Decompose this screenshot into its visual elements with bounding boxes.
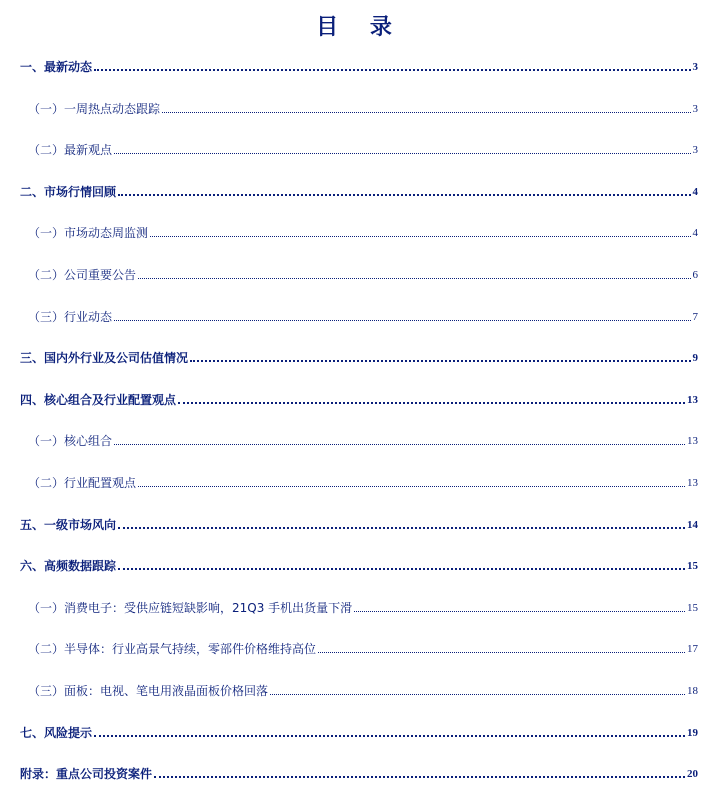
toc-page-number: 15 [687,560,698,573]
toc-entry-label: （三）行业动态 [28,309,113,324]
toc-dot-leader [354,611,685,612]
toc-title: 目 录 [316,15,404,40]
toc-entry-label: （二）行业配置观点 [28,476,137,490]
toc-page-number: 7 [692,310,698,323]
toc-dot-leader [118,568,685,570]
toc-page-number: 3 [692,144,698,157]
toc-dot-leader [162,112,690,113]
toc-section-entry[interactable] [20,555,698,573]
toc-dot-leader [94,69,690,71]
toc-page-number: 14 [687,518,698,531]
toc-dot-leader [138,486,685,487]
toc-subsection-entry[interactable] [28,430,698,448]
toc-page-number: 3 [692,102,698,115]
toc-dot-leader [118,527,685,529]
toc-entry-label: 附录：重点公司投资案件 [20,767,153,782]
toc-entry-label: 五、一级市场风向 [20,517,117,532]
toc-page-number: 17 [687,643,698,656]
toc-page-number: 20 [687,768,698,781]
toc-subsection-entry[interactable] [28,98,698,116]
toc-subsection-entry[interactable] [28,306,698,324]
toc-entry-label: （一）市场动态周监测 [28,226,149,241]
toc-dot-leader [178,402,685,404]
toc-section-entry[interactable] [20,389,698,407]
toc-entry-label: 一、最新动态 [20,60,93,74]
toc-subsection-entry[interactable] [28,139,698,157]
toc-dot-leader [114,444,685,445]
toc-page-number: 9 [692,352,698,365]
toc-entry-label: 四、核心组合及行业配置观点 [20,392,177,407]
toc-dot-leader [114,153,690,154]
toc-dot-leader [138,278,690,279]
toc-dot-leader [318,652,685,653]
toc-dot-leader [270,694,685,695]
toc-entry-label: （三）面板：电视、笔电用液晶面板价格回落 [28,684,269,698]
toc-page-number: 3 [692,61,698,73]
toc-dot-leader [154,776,685,778]
toc-subsection-entry[interactable] [28,472,698,490]
toc-page-number: 13 [687,435,698,448]
toc-subsection-entry[interactable] [28,638,698,656]
toc-section-entry[interactable] [20,514,698,532]
toc-page-number: 4 [692,227,698,240]
toc-entry-label: 三、国内外行业及公司估值情况 [20,351,189,366]
toc-dot-leader [150,236,690,237]
toc-entry-label: （一）消费电子：受供应链短缺影响，21Q3 手机出货量下滑 [28,600,353,615]
toc-entry-label: 七、风险提示 [20,725,93,740]
toc-page-number: 18 [687,685,698,697]
toc-page-number: 6 [692,269,698,281]
toc-page-number: 4 [692,185,698,198]
toc-page-number: 15 [687,601,698,614]
toc-subsection-entry[interactable] [28,597,698,615]
toc-entry-label: 六、高频数据跟踪 [20,559,117,574]
toc-section-entry[interactable] [20,181,698,199]
toc-section-entry[interactable] [20,763,698,781]
toc-subsection-entry[interactable] [28,680,698,698]
toc-page-number: 13 [687,393,698,406]
toc-page-number: 19 [687,726,698,739]
toc-dot-leader [118,194,690,196]
toc-entry-label: （二）公司重要公告 [28,268,137,282]
toc-page-number: 13 [687,477,698,489]
toc-dot-leader [190,360,690,362]
toc-dot-leader [94,735,685,737]
toc-entry-label: （二）最新观点 [28,143,113,158]
toc-dot-leader [114,320,690,321]
toc-subsection-entry[interactable] [28,222,698,240]
toc-entry-label: （一）一周热点动态跟踪 [28,101,161,116]
toc-entry-label: （二）半导体：行业高景气持续，零部件价格维持高位 [28,642,317,657]
toc-subsection-entry[interactable] [28,264,698,282]
toc-section-entry[interactable] [20,56,698,74]
toc-entry-label: 二、市场行情回顾 [20,184,117,199]
toc-section-entry[interactable] [20,722,698,740]
toc-section-entry[interactable] [20,347,698,365]
toc-entry-label: （一）核心组合 [28,434,113,449]
